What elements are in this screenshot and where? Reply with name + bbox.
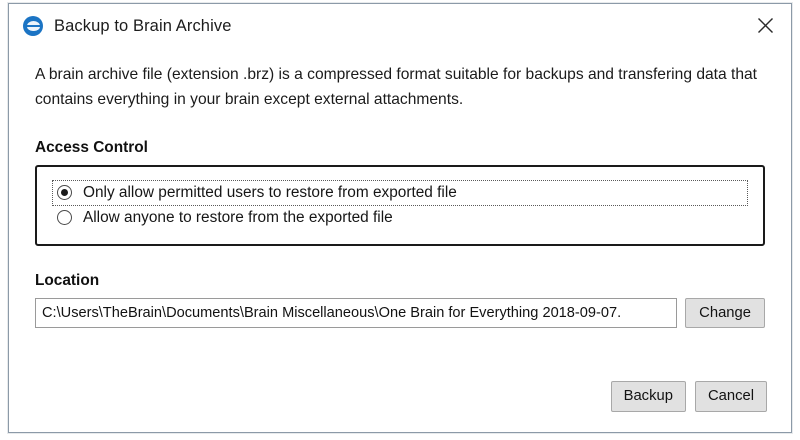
radio-icon <box>57 210 72 225</box>
location-path-input[interactable]: C:\Users\TheBrain\Documents\Brain Miscellaneous\One Brain for Everything 2018-09-07. <box>35 298 677 328</box>
title-bar <box>9 4 791 48</box>
close-icon <box>757 17 774 34</box>
change-button[interactable]: Change <box>685 298 765 328</box>
location-row <box>35 298 765 328</box>
window-title: Backup to Brain Archive <box>54 16 232 35</box>
close-button[interactable] <box>739 4 791 46</box>
radio-label: Allow anyone to restore from the exported file <box>83 208 393 226</box>
dialog-footer <box>611 381 767 412</box>
backup-button[interactable]: Backup <box>611 381 686 412</box>
radio-option-permitted-users[interactable] <box>53 181 747 205</box>
access-control-group <box>35 165 765 246</box>
dialog-content <box>9 48 791 328</box>
brain-icon <box>23 16 43 36</box>
location-label: Location <box>35 271 100 289</box>
access-control-label: Access Control <box>35 138 148 156</box>
radio-icon <box>57 185 72 200</box>
backup-dialog <box>8 3 792 433</box>
cancel-button[interactable]: Cancel <box>695 381 767 412</box>
radio-option-anyone[interactable] <box>53 206 747 230</box>
description-text: A brain archive file (extension .brz) is a compressed format suitable for backups and transfering data that contains everything in your brain except external attachments. <box>35 66 758 109</box>
radio-label: Only allow permitted users to restore from exported file <box>83 183 457 201</box>
